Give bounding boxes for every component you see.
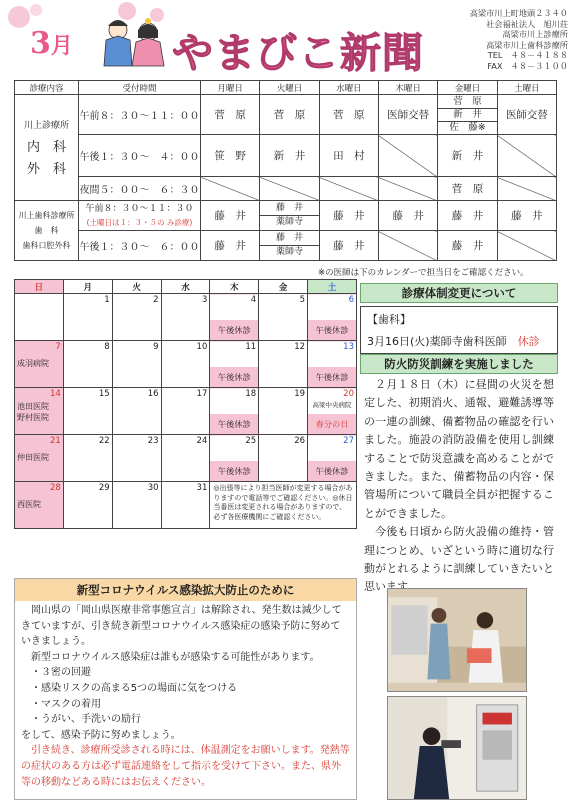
day-number: 15 bbox=[98, 389, 110, 399]
closed-cell bbox=[378, 135, 437, 177]
dental-name: 川上歯科診療所 bbox=[18, 211, 75, 220]
drill-paragraph: 今後も日頃から防火設備の維持・管理につとめ、いざという時に適切な行動がとれるように訓練していきたいと思います。 bbox=[364, 525, 554, 594]
day-number: 10 bbox=[196, 342, 208, 352]
header-cell: 金曜日 bbox=[438, 81, 497, 95]
day-number: 23 bbox=[147, 436, 159, 446]
address-line: 高梁市川上歯科診療所 bbox=[486, 39, 568, 50]
clinic-name-cell bbox=[15, 95, 79, 201]
day-header: 月 bbox=[63, 280, 112, 294]
closed-cell bbox=[378, 177, 437, 201]
doctor-cell: 菅 原 bbox=[438, 177, 497, 201]
newsletter-title: やまびこ新聞 bbox=[172, 29, 424, 77]
day-number: 29 bbox=[98, 483, 110, 493]
closed-cell bbox=[497, 231, 556, 261]
day-number: 30 bbox=[147, 483, 159, 493]
covid-item: ・うがい、手洗いの励行 bbox=[31, 714, 141, 726]
calendar-day bbox=[161, 435, 210, 482]
header-cell: 木曜日 bbox=[378, 81, 437, 95]
calendar-day bbox=[15, 341, 64, 388]
month-label: 3月 bbox=[30, 26, 73, 61]
day-number: 21 bbox=[50, 436, 61, 446]
closed-afternoon-label: 午後休診 bbox=[315, 325, 349, 335]
day-header: 木 bbox=[210, 280, 259, 294]
calendar bbox=[14, 279, 357, 529]
calendar-day bbox=[63, 482, 112, 529]
dental-notice-text: 3月16日(火)薬師寺歯科医師 bbox=[367, 335, 507, 348]
calendar-day bbox=[15, 294, 64, 341]
doctor-name: 菅 原 bbox=[453, 95, 482, 107]
dental-tag: 【歯科】 bbox=[367, 313, 411, 326]
duty-hospital: 池田医院 野村医院 bbox=[17, 402, 49, 422]
doctor-cell: 藤 井 bbox=[319, 201, 378, 231]
day-header: 水 bbox=[161, 280, 210, 294]
day-number: 13 bbox=[343, 342, 354, 352]
calendar-day bbox=[112, 341, 161, 388]
fax-number: FAX ４８－３１００ bbox=[487, 60, 568, 71]
time-slot: 午後１：３０～ ４：００ bbox=[79, 135, 201, 177]
doctor-name: 藤 井 bbox=[260, 232, 318, 246]
covid-paragraph: をして、感染予防に努めましょう。 bbox=[21, 729, 181, 741]
doctor-cell bbox=[260, 231, 319, 261]
doctor-cell: 藤 井 bbox=[319, 231, 378, 261]
closed-cell bbox=[201, 177, 260, 201]
calendar-day bbox=[308, 435, 357, 482]
calendar-day bbox=[161, 294, 210, 341]
newsletter-header bbox=[0, 0, 572, 78]
clinic-dept: 外 科 bbox=[26, 161, 66, 177]
day-header-saturday: 土 bbox=[308, 280, 357, 294]
time-slot bbox=[79, 201, 201, 231]
header-cell: 火曜日 bbox=[260, 81, 319, 95]
day-number: 20 bbox=[343, 389, 354, 399]
calendar-day bbox=[308, 294, 357, 341]
doctor-cell: 藤 井 bbox=[378, 201, 437, 231]
day-number: 7 bbox=[55, 342, 61, 352]
dental-notice-heading: 診療体制変更について bbox=[360, 283, 558, 303]
day-number: 9 bbox=[153, 342, 159, 352]
doctor-name: 薬師寺 bbox=[275, 217, 303, 227]
address-line: 高梁市川上町地頭２３４０ bbox=[469, 8, 568, 18]
day-header: 金 bbox=[259, 280, 308, 294]
holiday-label: 春分の日 bbox=[315, 419, 349, 429]
closed-afternoon-label: 午後休診 bbox=[217, 419, 251, 429]
doctor-cell: 藤 井 bbox=[438, 231, 497, 261]
closed-cell bbox=[319, 177, 378, 201]
day-number: 26 bbox=[294, 436, 306, 446]
doctor-cell: 医師交替 bbox=[497, 95, 556, 135]
calendar-day bbox=[112, 482, 161, 529]
calendar-day bbox=[63, 435, 112, 482]
calendar-day bbox=[161, 482, 210, 529]
header-cell: 水曜日 bbox=[319, 81, 378, 95]
doctor-cell: 菅 原 bbox=[260, 95, 319, 135]
doctor-cell: 菅 原 bbox=[319, 95, 378, 135]
calendar-day bbox=[210, 341, 259, 388]
calendar-day bbox=[161, 341, 210, 388]
dental-name-cell bbox=[15, 201, 79, 261]
day-number: 22 bbox=[98, 436, 110, 446]
closed-afternoon-label: 午後休診 bbox=[217, 325, 251, 335]
time-slot: 夜間５：００～ ６：３０ bbox=[79, 177, 201, 201]
saturday-note: (土曜日は１：３・５の み診療) bbox=[86, 217, 193, 227]
day-number: 3 bbox=[201, 295, 208, 305]
hina-dolls-illustration bbox=[98, 12, 168, 68]
flower-decoration bbox=[8, 6, 30, 28]
doctor-cell: 笹 野 bbox=[201, 135, 260, 177]
header-cell: 月曜日 bbox=[201, 81, 260, 95]
doctor-cell: 医師交替 bbox=[378, 95, 437, 135]
day-number: 4 bbox=[250, 295, 257, 305]
covid-paragraph: 岡山県の「岡山県医療非常事態宣言」は解除され、発生数は減少してきていますが、引き続き新型コロナウイルス感染症の感染予防に努めていきましょう。 bbox=[21, 605, 342, 648]
calendar-day bbox=[259, 388, 308, 435]
calendar-day bbox=[63, 388, 112, 435]
day-number: 5 bbox=[299, 295, 306, 305]
calendar-day bbox=[308, 388, 357, 435]
calendar-day bbox=[15, 388, 64, 435]
doctor-cell: 藤 井 bbox=[201, 201, 260, 231]
time-slot: 午前８：３０～１１：００ bbox=[79, 95, 201, 135]
day-number: 16 bbox=[147, 389, 159, 399]
clinic-dept: 内 科 bbox=[26, 139, 66, 155]
phone-number: TEL ４８－４１８８ bbox=[487, 50, 568, 61]
calendar-day bbox=[63, 294, 112, 341]
day-number: 14 bbox=[50, 389, 61, 399]
day-number: 18 bbox=[245, 389, 257, 399]
drill-photo-2 bbox=[387, 696, 527, 800]
day-header-sunday: 日 bbox=[15, 280, 64, 294]
calendar-day bbox=[259, 341, 308, 388]
calendar-day bbox=[112, 294, 161, 341]
closed-afternoon-label: 午後休診 bbox=[217, 372, 251, 382]
day-number: 17 bbox=[196, 389, 208, 399]
day-number: 6 bbox=[348, 295, 354, 305]
address-block bbox=[450, 8, 568, 72]
doctor-name: 薬師寺 bbox=[275, 247, 303, 257]
flower-decoration bbox=[30, 4, 42, 16]
table-footnote: ※の医師は下のカレンダーで担当日をご確認ください。 bbox=[318, 268, 529, 278]
doctor-name: 佐 藤※ bbox=[449, 121, 486, 133]
covid-paragraph: 新型コロナウイルス感染症は誰もが感染する可能性があります。 bbox=[31, 651, 320, 663]
closed-cell bbox=[497, 177, 556, 201]
day-header: 火 bbox=[112, 280, 161, 294]
day-number: 27 bbox=[343, 436, 354, 446]
calendar-day bbox=[308, 341, 357, 388]
calendar-day bbox=[63, 341, 112, 388]
time-slot-text: 午前８：３０～１１：３０ bbox=[85, 203, 194, 214]
calendar-day bbox=[161, 388, 210, 435]
closed-cell bbox=[260, 177, 319, 201]
day-number: 28 bbox=[50, 483, 61, 493]
closed-afternoon-label: 午後休診 bbox=[315, 372, 349, 382]
calendar-day bbox=[259, 435, 308, 482]
closed-cell bbox=[497, 135, 556, 177]
doctor-cell bbox=[260, 201, 319, 231]
covid-heading: 新型コロナウイルス感染拡大防止のために bbox=[15, 579, 356, 601]
duty-hospital: 高梁中央病院 bbox=[312, 401, 352, 409]
drill-paragraph: ２月１８日（木）に昼間の火災を想定した、初期消火、通報、避難誘導等の一連の訓練、備蓄物品の確認を行いました。施設の消防設備を使用し訓練することで防災意識を高めることができました。また、備蓄物品の内容・保管場所について職員全員が把握することができました。 bbox=[364, 378, 554, 520]
day-number: 25 bbox=[245, 436, 257, 446]
covid-body bbox=[15, 601, 356, 792]
drill-heading: 防火防災訓練を実施しました bbox=[360, 354, 558, 374]
day-number: 31 bbox=[196, 483, 208, 493]
calendar-day bbox=[259, 294, 308, 341]
doctor-cell: 藤 井 bbox=[201, 231, 260, 261]
covid-item: ・３密の回避 bbox=[31, 667, 91, 679]
doctor-cell: 田 村 bbox=[319, 135, 378, 177]
doctor-cell bbox=[438, 95, 497, 135]
closed-afternoon-label: 午後休診 bbox=[217, 466, 251, 476]
calendar-day bbox=[15, 435, 64, 482]
doctor-cell: 藤 井 bbox=[438, 201, 497, 231]
time-slot: 午後１：３０～ ６：００ bbox=[79, 231, 201, 261]
calendar-day bbox=[210, 294, 259, 341]
clinic-name: 川上診療所 bbox=[23, 120, 69, 131]
clinic-hours-table bbox=[14, 80, 557, 261]
dental-closed-status: 休診 bbox=[517, 335, 540, 348]
dental-dept: 歯 科 bbox=[34, 226, 59, 235]
day-number: 2 bbox=[153, 295, 159, 305]
closed-afternoon-label: 午後休診 bbox=[315, 466, 349, 476]
doctor-cell: 藤 井 bbox=[497, 201, 556, 231]
duty-hospital: 成羽病院 bbox=[17, 359, 49, 368]
closed-cell bbox=[378, 231, 437, 261]
header-cell: 土曜日 bbox=[497, 81, 556, 95]
dental-dept: 歯科口腔外科 bbox=[22, 241, 71, 250]
address-line: 社会福祉法人 旭川荘 bbox=[486, 18, 568, 29]
day-number: 1 bbox=[104, 295, 110, 305]
header-cell: 受付時間 bbox=[79, 81, 201, 95]
covid-notice bbox=[14, 578, 357, 800]
doctor-cell: 新 井 bbox=[260, 135, 319, 177]
calendar-day bbox=[210, 435, 259, 482]
day-number: 19 bbox=[294, 389, 306, 399]
address-line: 高梁市川上診療所 bbox=[502, 29, 568, 40]
day-number: 24 bbox=[196, 436, 208, 446]
calendar-day bbox=[112, 388, 161, 435]
doctor-name: 藤 井 bbox=[260, 202, 318, 216]
drill-photo-1 bbox=[387, 588, 527, 692]
day-number: 12 bbox=[294, 342, 306, 352]
header-cell: 診療内容 bbox=[15, 81, 79, 95]
covid-item: ・感染リスクの高まる5つの場面に気をつける bbox=[31, 682, 238, 694]
calendar-footnote: ◎出張等により担当医師が変更する場合がありますので電話等でご確認ください。◎休日当番医は変更される場合がありますので、必ず各医療機関にご確認ください。 bbox=[210, 482, 357, 529]
calendar-day bbox=[210, 388, 259, 435]
duty-hospital: 仲田医院 bbox=[17, 453, 49, 462]
doctor-cell: 菅 原 bbox=[201, 95, 260, 135]
day-number: 11 bbox=[245, 342, 257, 352]
doctor-name: 新 井 bbox=[438, 108, 496, 122]
dental-notice-line bbox=[367, 333, 551, 349]
covid-item: ・マスクの着用 bbox=[31, 698, 101, 710]
duty-hospital: 西医院 bbox=[17, 500, 41, 509]
calendar-day bbox=[112, 435, 161, 482]
calendar-day bbox=[15, 482, 64, 529]
covid-warning: 引き続き、診療所受診される時には、体温測定をお願いします。発熱等の症状のある方は必ず電話連絡をして指示を受けて下さい。また、県外等の移動などある時にはお伝えください。 bbox=[21, 745, 350, 788]
dental-notice-box bbox=[360, 306, 558, 354]
doctor-cell: 新 井 bbox=[438, 135, 497, 177]
day-number: 8 bbox=[104, 342, 110, 352]
drill-body bbox=[360, 374, 558, 599]
